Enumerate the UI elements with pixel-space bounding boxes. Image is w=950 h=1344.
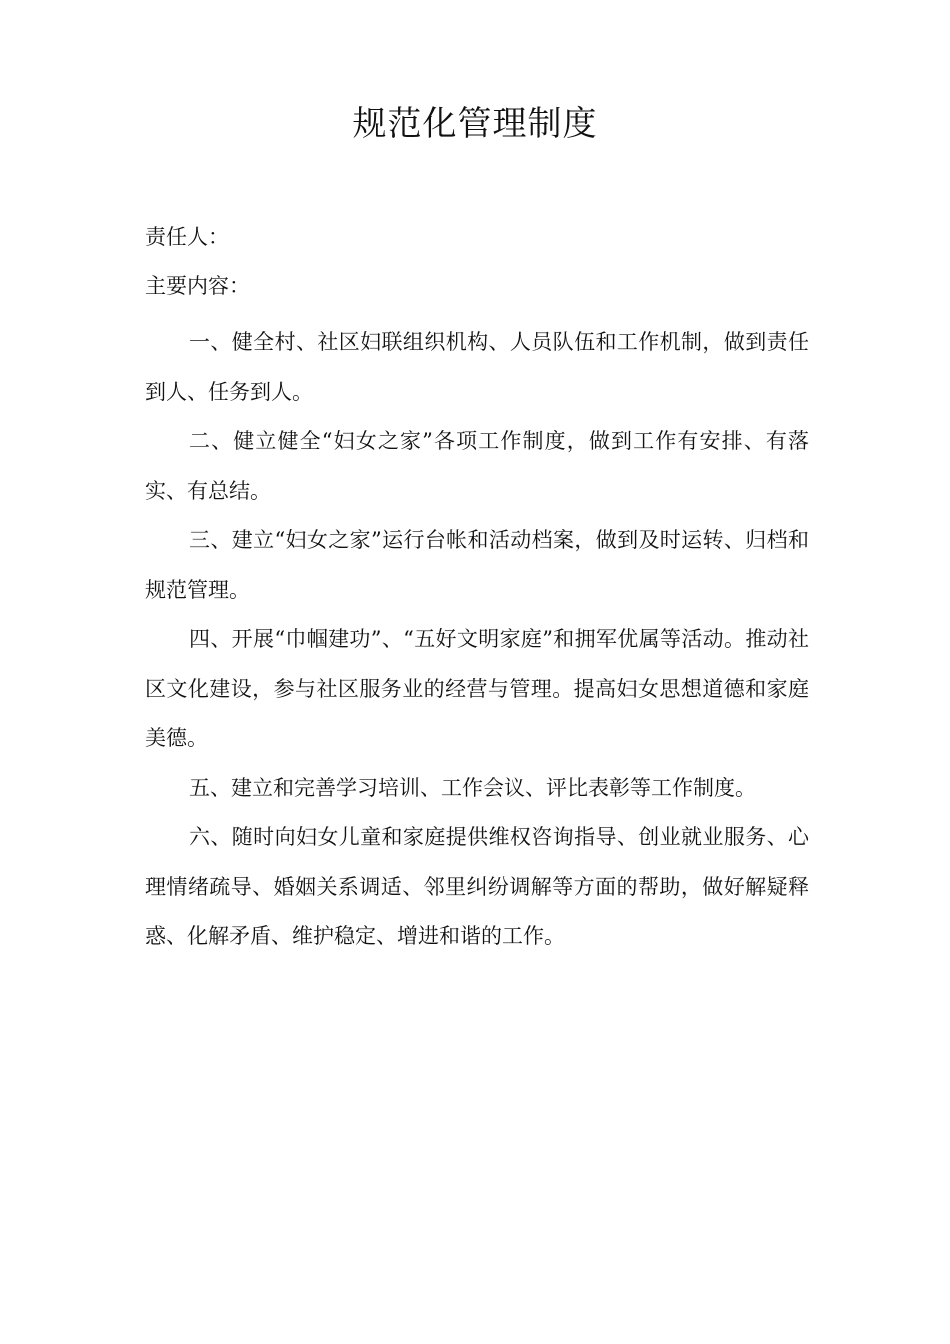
paragraph-1: 一、健全村、社区妇联组织机构、人员队伍和工作机制，做到责任到人、任务到人。 xyxy=(145,330,809,404)
document-body xyxy=(145,318,809,962)
paragraph-5: 五、建立和完善学习培训、工作会议、评比表彰等工作制度。 xyxy=(189,775,756,800)
paragraph-4: 四、开展“巾帼建功”、“五好文明家庭”和拥军优属等活动。推动社区文化建设，参与社区服务业的经营与管理。提高妇女思想道德和家庭美德。 xyxy=(145,627,809,750)
document-title: 规范化管理制度 xyxy=(352,104,598,144)
paragraph-2: 二、健立健全“妇女之家”各项工作制度，做到工作有安排、有落实、有总结。 xyxy=(145,429,809,503)
paragraph-3: 三、建立“妇女之家”运行台帐和活动档案，做到及时运转、归档和规范管理。 xyxy=(145,528,809,602)
main-content-label: 主要内容： xyxy=(145,274,250,298)
paragraph-6: 六、随时向妇女儿童和家庭提供维权咨询指导、创业就业服务、心理情绪疏导、婚姻关系调适、邻里纠纷调解等方面的帮助，做好解疑释惑、化解矛盾、维护稳定、增进和谐的工作。 xyxy=(145,825,809,948)
responsible-person-label: 责任人： xyxy=(145,225,229,249)
